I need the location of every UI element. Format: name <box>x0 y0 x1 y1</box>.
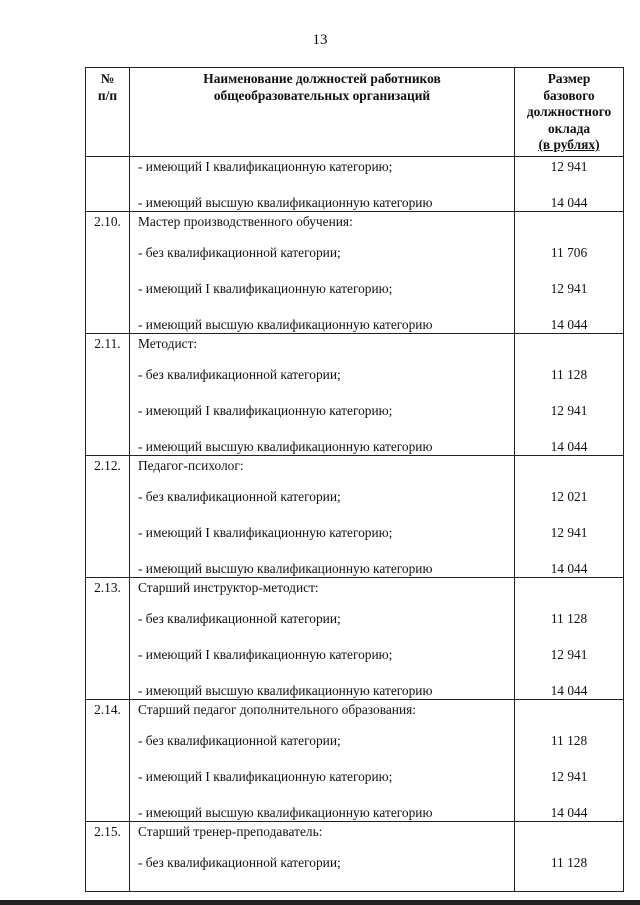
header-position-name <box>130 68 515 157</box>
category-label: - имеющий высшую квалификационную категорию <box>138 439 433 454</box>
header-position-line: общеобразовательных организаций <box>213 87 431 103</box>
row-number-cell <box>86 456 130 578</box>
category-label: - имеющий высшую квалификационную категорию <box>138 195 433 210</box>
position-name-cell <box>130 822 515 892</box>
position-name-cell <box>130 157 515 212</box>
table-row <box>86 700 624 822</box>
table-row <box>86 212 624 334</box>
salary-value: 14 044 <box>550 195 588 210</box>
salary-cell <box>515 212 624 334</box>
row-number: 2.11. <box>94 336 121 351</box>
row-number-cell <box>86 212 130 334</box>
salary-cell <box>515 157 624 212</box>
category-label: - без квалификационной категории; <box>138 489 341 504</box>
position-title: Методист: <box>138 336 198 351</box>
salary-value: 14 044 <box>550 805 588 820</box>
table-row <box>86 157 624 212</box>
category-label: - без квалификационной категории; <box>138 855 341 870</box>
header-salary-line: должностного <box>526 104 612 119</box>
salary-value: 11 128 <box>550 733 588 748</box>
category-label: - без квалификационной категории; <box>138 367 341 382</box>
table-row <box>86 334 624 456</box>
page-number: 13 <box>312 32 328 48</box>
table-row <box>86 456 624 578</box>
salary-value: 11 706 <box>550 245 588 260</box>
row-number: 2.13. <box>94 580 121 595</box>
position-title: Педагог-психолог: <box>138 458 244 473</box>
header-salary-line: Размер <box>547 71 591 86</box>
salary-cell <box>515 456 624 578</box>
salary-cell <box>515 334 624 456</box>
value-spacer <box>515 336 623 352</box>
salary-value: 12 941 <box>550 281 588 296</box>
category-label: - имеющий высшую квалификационную категорию <box>138 561 433 576</box>
value-spacer <box>515 214 623 230</box>
row-number-cell <box>86 334 130 456</box>
salary-value: 14 044 <box>550 317 588 332</box>
table-row <box>86 578 624 700</box>
table-body <box>86 157 624 892</box>
salary-value: 14 044 <box>550 683 588 698</box>
position-title: Мастер производственного обучения: <box>138 214 353 229</box>
row-number-cell <box>86 822 130 892</box>
salary-value: 11 128 <box>550 855 588 870</box>
position-name-cell <box>130 700 515 822</box>
value-spacer <box>515 702 623 718</box>
header-salary-line: (в рублях) <box>538 137 600 152</box>
row-number-cell <box>86 157 130 212</box>
salary-value: 12 021 <box>550 489 588 504</box>
position-name-cell <box>130 334 515 456</box>
category-label: - имеющий высшую квалификационную категорию <box>138 805 433 820</box>
category-label: - без квалификационной категории; <box>138 245 341 260</box>
category-label: - имеющий высшую квалификационную категорию <box>138 317 433 332</box>
category-label: - имеющий высшую квалификационную категорию <box>138 683 433 698</box>
salary-value: 14 044 <box>550 439 588 454</box>
header-number-line: № <box>100 71 115 86</box>
salary-cell <box>515 700 624 822</box>
header-salary-line: оклада <box>547 120 591 136</box>
scan-bottom-edge <box>0 900 640 905</box>
row-number: 2.14. <box>94 702 121 717</box>
salary-value: 11 128 <box>550 367 588 382</box>
category-label: - имеющий I квалификационную категорию; <box>138 403 393 418</box>
category-label: - имеющий I квалификационную категорию; <box>138 159 393 174</box>
salary-value: 12 941 <box>550 769 588 784</box>
salary-table <box>85 67 624 892</box>
header-base-salary <box>515 68 624 157</box>
position-name-cell <box>130 212 515 334</box>
header-number-line: п/п <box>97 87 118 103</box>
row-number: 2.10. <box>94 214 121 229</box>
salary-cell <box>515 822 624 892</box>
value-spacer <box>515 458 623 474</box>
category-label: - имеющий I квалификационную категорию; <box>138 281 393 296</box>
row-number-cell <box>86 700 130 822</box>
salary-cell <box>515 578 624 700</box>
table-header-row <box>86 68 624 157</box>
row-number: 2.15. <box>94 824 121 839</box>
value-spacer <box>515 824 623 840</box>
category-label: - имеющий I квалификационную категорию; <box>138 769 393 784</box>
position-name-cell <box>130 578 515 700</box>
position-title: Старший тренер-преподаватель: <box>138 824 323 839</box>
header-number <box>86 68 130 157</box>
salary-value: 12 941 <box>550 647 588 662</box>
value-spacer <box>515 580 623 596</box>
salary-value: 12 941 <box>550 525 588 540</box>
category-label: - имеющий I квалификационную категорию; <box>138 525 393 540</box>
row-number <box>86 157 129 159</box>
position-title: Старший инструктор-методист: <box>138 580 319 595</box>
salary-value: 12 941 <box>550 403 588 418</box>
salary-value: 14 044 <box>550 561 588 576</box>
row-number: 2.12. <box>94 458 121 473</box>
category-label: - без квалификационной категории; <box>138 611 341 626</box>
position-title: Старший педагог дополнительного образования: <box>138 702 416 717</box>
category-label: - без квалификационной категории; <box>138 733 341 748</box>
header-salary-line: базового <box>543 87 595 103</box>
category-label: - имеющий I квалификационную категорию; <box>138 647 393 662</box>
position-name-cell <box>130 456 515 578</box>
salary-value: 12 941 <box>550 159 588 174</box>
header-position-line: Наименование должностей работников <box>203 71 441 86</box>
table-row <box>86 822 624 892</box>
row-number-cell <box>86 578 130 700</box>
salary-value: 11 128 <box>550 611 588 626</box>
